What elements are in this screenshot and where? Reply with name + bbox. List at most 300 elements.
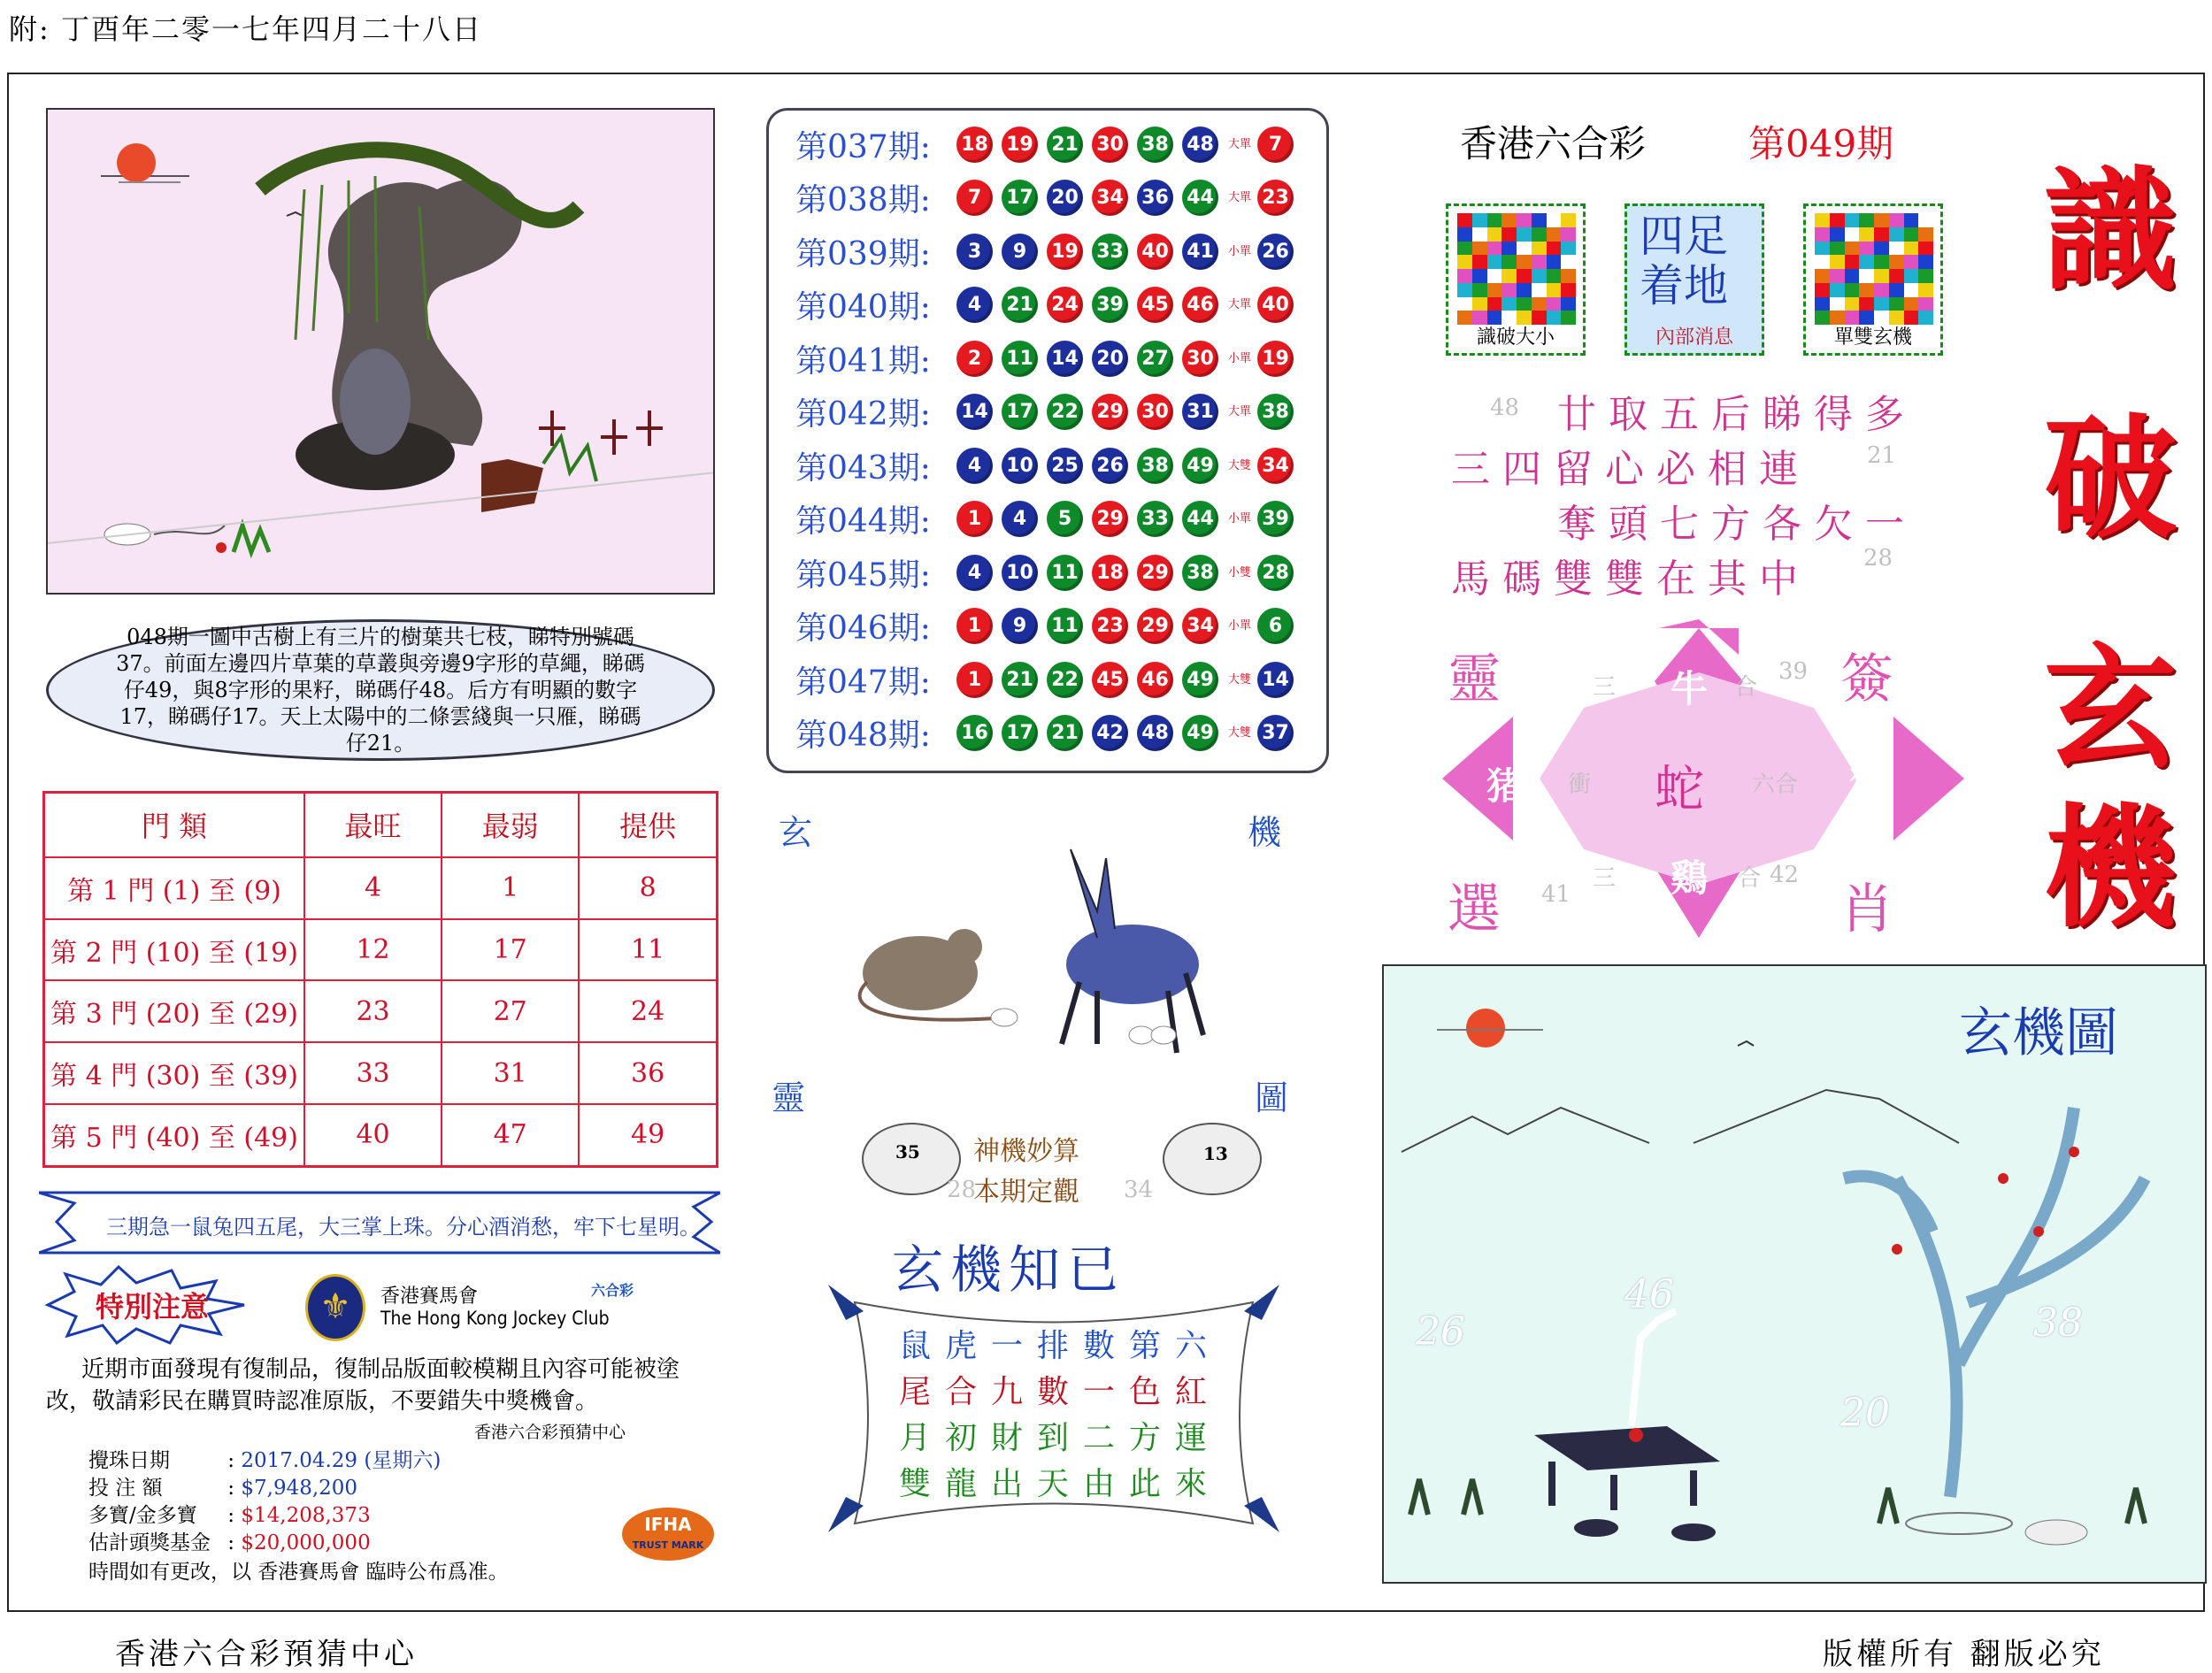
number-ball: 41 xyxy=(1182,234,1218,270)
draw-date-row: 攪珠日期 : 2017.04.29 (星期六) xyxy=(88,1447,441,1475)
mosaic-tile xyxy=(1830,255,1845,269)
number-ball: 23 xyxy=(1092,608,1128,644)
mosaic-tile xyxy=(1457,297,1472,311)
size-parity-tag: 大單 xyxy=(1227,191,1251,204)
mosaic-tile xyxy=(1904,227,1919,242)
svg-text:TRUST MARK: TRUST MARK xyxy=(632,1539,704,1551)
door-worst: 27 xyxy=(442,980,579,1042)
mosaic-tile xyxy=(1904,255,1919,269)
zodiac-left: 猪 xyxy=(1486,764,1525,808)
goose-icon xyxy=(287,212,303,216)
slogan-line-1: 神機妙算 xyxy=(973,1136,1079,1167)
issue-number: 第049期 xyxy=(1748,122,1894,165)
svg-text:IFHA: IFHA xyxy=(644,1514,692,1535)
number-ball: 26 xyxy=(1092,448,1128,484)
big-char-2: 破 xyxy=(2044,401,2177,556)
date-line: 附: 丁酉年二零一七年四月二十八日 xyxy=(9,12,482,46)
mosaic-tile xyxy=(1487,213,1502,227)
results-panel xyxy=(766,108,1329,773)
mosaic-tile xyxy=(1547,227,1562,242)
attention-label: 特別注意 xyxy=(96,1290,210,1324)
number-ball: 48 xyxy=(1137,715,1173,751)
result-row xyxy=(795,228,1294,274)
mosaic-tile xyxy=(1845,255,1860,269)
verse-line-2: 三四留心必相連 xyxy=(1451,447,1810,492)
hkjc-name-cn: 香港賽馬會 xyxy=(380,1285,479,1308)
box-mid-text xyxy=(1640,211,1728,311)
diamond-small-text: 39 xyxy=(1778,658,1809,685)
number-ball: 1 xyxy=(956,608,993,644)
number-ball: 24 xyxy=(1047,287,1083,323)
mosaic-tile xyxy=(1830,297,1845,311)
number-ball: 3 xyxy=(956,234,993,270)
mosaic-tile xyxy=(1487,297,1502,311)
banner-text: 三期急一鼠兔四五尾，大三掌上珠。分心酒消愁，牢下七星明。 xyxy=(106,1215,701,1239)
period-label: 第044期: xyxy=(795,503,931,540)
number-ball: 33 xyxy=(1137,501,1173,537)
number-ball: 31 xyxy=(1182,394,1218,430)
poem-line: 雙龍出天由此來 xyxy=(899,1466,1222,1502)
mosaic-tile xyxy=(1874,242,1889,256)
mosaic-tile xyxy=(1845,242,1860,256)
mosaic-tile xyxy=(1830,213,1845,227)
draw-date-key: 攪珠日期 xyxy=(88,1449,170,1472)
snowball-row: 多寶/金多寶 : $14,208,373 xyxy=(88,1502,441,1530)
egg-number-left: 35 xyxy=(895,1141,920,1163)
draw-info xyxy=(88,1447,441,1557)
door-offer: 11 xyxy=(579,919,717,981)
heron-icon xyxy=(1632,1311,1676,1426)
number-ball: 22 xyxy=(1047,662,1083,698)
number-ball: 14 xyxy=(1047,341,1083,377)
door-range: 第 2 門 (10) 至 (19) xyxy=(44,919,305,981)
side-char-br: 肖 xyxy=(1840,879,1893,940)
mosaic-tile xyxy=(1472,242,1487,256)
special-ball: 39 xyxy=(1257,501,1294,537)
number-ball: 46 xyxy=(1137,662,1173,698)
mosaic-tile xyxy=(1904,297,1919,311)
number-ball: 1 xyxy=(956,501,993,537)
mosaic-tile xyxy=(1502,227,1517,242)
mosaic-tile xyxy=(1859,255,1874,269)
door-range: 第 4 門 (30) 至 (39) xyxy=(44,1042,305,1104)
time-change-note: 時間如有更改，以 香港賽馬會 臨時公布爲准。 xyxy=(88,1561,509,1584)
result-row xyxy=(795,175,1294,221)
result-row xyxy=(795,656,1294,702)
result-row xyxy=(795,549,1294,595)
bird-icon xyxy=(1738,1041,1754,1046)
period-label: 第040期: xyxy=(795,289,931,326)
door-table xyxy=(42,791,718,1168)
mosaic-tile xyxy=(1874,255,1889,269)
mosaic-tile xyxy=(1532,242,1547,256)
mosaic-tile xyxy=(1547,269,1562,283)
number-ball: 19 xyxy=(1002,127,1038,163)
door-worst: 47 xyxy=(442,1104,579,1167)
header-worst: 最弱 xyxy=(442,793,579,857)
box-odd-even xyxy=(1803,203,1943,356)
mosaic-tile xyxy=(1815,227,1830,242)
table-row xyxy=(44,919,718,981)
mosaic-tile xyxy=(1874,213,1889,227)
mystery-picture-title: 玄機圖 xyxy=(1959,1002,2118,1064)
door-offer: 36 xyxy=(579,1042,717,1104)
mosaic-tile xyxy=(1517,297,1532,311)
special-ball: 34 xyxy=(1257,448,1294,484)
side-char-tl: 靈 xyxy=(1448,648,1501,710)
mosaic-tile xyxy=(1815,269,1830,283)
result-row xyxy=(795,442,1294,488)
mosaic-tile xyxy=(1889,213,1904,227)
period-label: 第037期: xyxy=(795,128,931,165)
size-parity-tag: 大單 xyxy=(1227,405,1251,418)
number-ball: 4 xyxy=(1002,501,1038,537)
door-best: 23 xyxy=(304,980,442,1042)
mosaic-tile xyxy=(1561,242,1576,256)
mosaic-tile xyxy=(1830,269,1845,283)
verse-faded-number: 21 xyxy=(1867,442,1897,469)
header-best: 最旺 xyxy=(304,793,442,857)
number-ball: 44 xyxy=(1182,180,1218,216)
result-row xyxy=(795,496,1294,542)
mosaic-tile xyxy=(1845,297,1860,311)
number-ball: 18 xyxy=(1092,555,1128,591)
picture-number: 20 xyxy=(1840,1391,1890,1436)
mosaic-tile xyxy=(1889,227,1904,242)
mosaic-tile xyxy=(1859,269,1874,283)
special-ball: 38 xyxy=(1257,394,1294,430)
lottery-title: 香港六合彩 xyxy=(1460,122,1647,165)
diamond-small-text: 41 xyxy=(1541,881,1571,908)
mosaic-tile xyxy=(1457,227,1472,242)
verse-line-4: 馬碼雙雙在其中 xyxy=(1451,556,1810,602)
side-char-bl: 選 xyxy=(1448,879,1501,940)
hkjc-name-en: The Hong Kong Jockey Club xyxy=(380,1308,610,1329)
door-worst: 17 xyxy=(442,919,579,981)
slogan-line-2: 本期定觀 xyxy=(973,1177,1079,1208)
diamond-small-text: 三 xyxy=(1593,865,1617,892)
mosaic-tile xyxy=(1457,255,1472,269)
mosaic-tile xyxy=(1517,269,1532,283)
size-parity-tag: 小單 xyxy=(1227,351,1251,365)
number-ball: 2 xyxy=(956,341,993,377)
number-ball: 29 xyxy=(1092,394,1128,430)
mosaic-tile xyxy=(1845,227,1860,242)
mosaic-tile xyxy=(1845,213,1860,227)
diamond-small-text: 合 xyxy=(1734,674,1758,701)
verse-line-3: 奪頭七方各欠一 xyxy=(1557,502,1916,547)
mosaic-tile xyxy=(1889,297,1904,311)
period-label: 第043期: xyxy=(795,449,931,487)
number-ball: 20 xyxy=(1092,341,1128,377)
number-ball: 29 xyxy=(1137,555,1173,591)
mosaic-tile xyxy=(1532,227,1547,242)
box-mid-line-2: 着地 xyxy=(1640,260,1728,311)
mosaic-tile xyxy=(1472,283,1487,297)
mosaic-tile xyxy=(1532,297,1547,311)
diamond-small-text: 六合 xyxy=(1752,771,1799,798)
ifha-trust-mark-icon xyxy=(619,1504,717,1564)
result-row xyxy=(795,710,1294,756)
mosaic-tile xyxy=(1487,242,1502,256)
sun-icon xyxy=(1466,1009,1505,1048)
number-ball: 29 xyxy=(1092,501,1128,537)
table-row xyxy=(44,1104,718,1167)
box-mid-line-1: 四足 xyxy=(1640,211,1728,262)
mosaic-tile xyxy=(1472,269,1487,283)
mosaic-tile xyxy=(1502,283,1517,297)
door-table-header xyxy=(44,793,718,857)
special-ball: 7 xyxy=(1257,127,1294,163)
faded-number-right: 34 xyxy=(1124,1177,1154,1203)
number-ball: 38 xyxy=(1137,127,1173,163)
number-ball: 10 xyxy=(1002,448,1038,484)
mosaic-tile xyxy=(1830,227,1845,242)
mosaic-tile xyxy=(1457,283,1472,297)
number-ball: 34 xyxy=(1092,180,1128,216)
size-parity-tag: 小單 xyxy=(1227,244,1251,258)
mosaic-tile xyxy=(1918,213,1933,227)
result-row xyxy=(795,389,1294,435)
door-offer: 24 xyxy=(579,980,717,1042)
mosaic-tile xyxy=(1874,297,1889,311)
mosaic-tile xyxy=(1502,255,1517,269)
footer-left: 香港六合彩預猜中心 xyxy=(115,1637,418,1672)
diamond-small-text: 42 xyxy=(1770,862,1800,888)
mosaic-tile xyxy=(1859,227,1874,242)
mosaic-tile xyxy=(1815,297,1830,311)
number-ball: 29 xyxy=(1137,608,1173,644)
draw-date-value: 2017.04.29 (星期六) xyxy=(241,1449,442,1472)
mosaic-tile xyxy=(1532,269,1547,283)
period-label: 第046期: xyxy=(795,610,931,647)
door-range: 第 1 門 (1) 至 (9) xyxy=(44,857,305,919)
period-label: 第047期: xyxy=(795,664,931,701)
number-ball: 49 xyxy=(1182,662,1218,698)
door-best: 33 xyxy=(304,1042,442,1104)
mosaic-tile xyxy=(1517,213,1532,227)
mosaic-tile xyxy=(1859,297,1874,311)
poem-line: 尾合九數一色紅 xyxy=(899,1374,1222,1410)
mosaic-tile xyxy=(1815,255,1830,269)
number-ball: 36 xyxy=(1137,180,1173,216)
mosaic-tile xyxy=(1859,213,1874,227)
number-ball: 44 xyxy=(1182,501,1218,537)
mosaic-tile xyxy=(1904,283,1919,297)
number-ball: 11 xyxy=(1002,341,1038,377)
mosaic-tile xyxy=(1918,297,1933,311)
jackpot-row: 估計頭獎基金 : $20,000,000 xyxy=(88,1530,441,1557)
number-ball: 19 xyxy=(1047,234,1083,270)
jackpot-value: $20,000,000 xyxy=(241,1531,371,1554)
mosaic-tile xyxy=(1547,213,1562,227)
box-caption: 單雙玄機 xyxy=(1833,326,1912,349)
mosaic-tile xyxy=(1845,269,1860,283)
number-ball: 27 xyxy=(1137,341,1173,377)
diamond-small-text: 合 xyxy=(1738,865,1762,892)
number-ball: 25 xyxy=(1047,448,1083,484)
corner-char-tr: 機 xyxy=(1248,813,1282,852)
result-row xyxy=(795,603,1294,649)
mosaic-tile xyxy=(1487,269,1502,283)
snowball-value: $14,208,373 xyxy=(241,1504,371,1527)
mosaic-tile xyxy=(1904,242,1919,256)
corner-char-ml: 靈 xyxy=(772,1078,806,1117)
number-ball: 38 xyxy=(1137,448,1173,484)
period-label: 第045期: xyxy=(795,556,931,594)
mosaic-tile xyxy=(1502,297,1517,311)
number-ball: 4 xyxy=(956,555,993,591)
number-ball: 40 xyxy=(1137,234,1173,270)
number-ball: 45 xyxy=(1137,287,1173,323)
size-parity-tag: 大雙 xyxy=(1227,458,1251,472)
number-ball: 48 xyxy=(1182,127,1218,163)
diamond-small-text: 衝 xyxy=(1568,771,1592,798)
mosaic-tile xyxy=(1547,242,1562,256)
mosaic-tile xyxy=(1918,283,1933,297)
number-ball: 18 xyxy=(956,127,993,163)
special-ball: 26 xyxy=(1257,234,1294,270)
mosaic-tile xyxy=(1830,283,1845,297)
box-size-hint xyxy=(1446,203,1586,356)
mosaic-tile xyxy=(1472,255,1487,269)
mosaic-tile xyxy=(1457,213,1472,227)
mosaic-tile xyxy=(1918,255,1933,269)
table-row xyxy=(44,980,718,1042)
mosaic-tile xyxy=(1472,213,1487,227)
number-ball: 30 xyxy=(1137,394,1173,430)
mosaic-tile xyxy=(1918,242,1933,256)
mosaic-tile xyxy=(1532,283,1547,297)
number-ball: 30 xyxy=(1092,127,1128,163)
mosaic-tile xyxy=(1859,283,1874,297)
mosaic-tile xyxy=(1487,283,1502,297)
number-ball: 46 xyxy=(1182,287,1218,323)
number-ball: 11 xyxy=(1047,608,1083,644)
mosaic-tile xyxy=(1502,269,1517,283)
mosaic-pattern xyxy=(1815,213,1933,325)
period-label: 第038期: xyxy=(795,182,931,219)
rabbit-icon xyxy=(1066,925,1199,1004)
period-label: 第048期: xyxy=(795,718,931,754)
number-ball: 5 xyxy=(1047,501,1083,537)
mosaic-tile xyxy=(1561,269,1576,283)
door-worst: 1 xyxy=(442,857,579,919)
mosaic-tile xyxy=(1532,255,1547,269)
mosaic-tile xyxy=(1561,283,1576,297)
number-ball: 21 xyxy=(1047,715,1083,751)
mosaic-tile xyxy=(1472,227,1487,242)
number-ball: 39 xyxy=(1092,287,1128,323)
number-ball: 1 xyxy=(956,662,993,698)
mark6-logo: 六合彩 xyxy=(591,1282,634,1299)
number-ball: 17 xyxy=(1002,394,1038,430)
number-ball: 38 xyxy=(1182,555,1218,591)
mosaic-tile xyxy=(1889,242,1904,256)
big-char-3: 玄 xyxy=(2044,631,2177,787)
mosaic-pattern xyxy=(1457,213,1576,325)
door-range: 第 5 門 (40) 至 (49) xyxy=(44,1104,305,1167)
mosaic-tile xyxy=(1815,213,1830,227)
size-parity-tag: 小單 xyxy=(1227,512,1251,526)
box-caption: 內部消息 xyxy=(1655,326,1733,349)
size-parity-tag: 大雙 xyxy=(1227,672,1251,687)
number-ball: 10 xyxy=(1002,555,1038,591)
mosaic-tile xyxy=(1517,283,1532,297)
mosaic-tile xyxy=(1502,213,1517,227)
mosaic-tile xyxy=(1904,213,1919,227)
verse-faded-number: 28 xyxy=(1863,545,1893,572)
door-offer: 49 xyxy=(579,1104,717,1167)
mosaic-tile xyxy=(1472,297,1487,311)
number-ball: 7 xyxy=(956,180,993,216)
verse-faded-number: 48 xyxy=(1490,395,1520,421)
size-parity-tag: 大雙 xyxy=(1227,726,1251,740)
riddle-picture xyxy=(46,108,715,595)
zodiac-right: 猴 xyxy=(1849,764,1887,808)
mosaic-tile xyxy=(1874,283,1889,297)
number-ball: 9 xyxy=(1002,608,1038,644)
special-ball: 40 xyxy=(1257,287,1294,323)
sun-icon xyxy=(117,143,156,182)
number-ball: 9 xyxy=(1002,234,1038,270)
door-worst: 31 xyxy=(442,1042,579,1104)
header-offer: 提供 xyxy=(579,793,717,857)
special-ball: 23 xyxy=(1257,180,1294,216)
door-best: 12 xyxy=(304,919,442,981)
mosaic-tile xyxy=(1547,255,1562,269)
special-ball: 6 xyxy=(1257,608,1294,644)
mosaic-tile xyxy=(1815,242,1830,256)
poem-line: 鼠虎一排數第六 xyxy=(899,1328,1222,1364)
mosaic-tile xyxy=(1457,242,1472,256)
period-label: 第039期: xyxy=(795,235,931,272)
mosaic-tile xyxy=(1547,283,1562,297)
zodiac-top: 牛 xyxy=(1671,667,1709,710)
diamond-small-text: 三 xyxy=(1593,674,1617,701)
mosaic-tile xyxy=(1889,283,1904,297)
picture-number: 38 xyxy=(2033,1301,2083,1346)
side-char-tr: 簽 xyxy=(1840,648,1893,710)
scroll-title: 玄機知已 xyxy=(892,1239,1126,1300)
table-row xyxy=(44,857,718,919)
egg-number-right: 13 xyxy=(1203,1143,1228,1164)
number-ball: 33 xyxy=(1092,234,1128,270)
size-parity-tag: 小雙 xyxy=(1227,565,1251,579)
ancient-tree-illustration xyxy=(48,110,715,595)
mosaic-tile xyxy=(1830,242,1845,256)
mosaic-tile xyxy=(1532,213,1547,227)
mosaic-tile xyxy=(1889,269,1904,283)
period-label: 第041期: xyxy=(795,342,931,380)
mosaic-tile xyxy=(1918,269,1933,283)
result-row xyxy=(795,121,1294,167)
big-char-1: 識 xyxy=(2044,153,2177,309)
mosaic-tile xyxy=(1517,242,1532,256)
poem-line: 月初財到二方運 xyxy=(899,1420,1222,1456)
turnover-row: 投 注 額 : $7,948,200 xyxy=(88,1475,441,1502)
picture-number: 46 xyxy=(1624,1272,1674,1317)
corner-char-mr: 圖 xyxy=(1255,1078,1289,1117)
counterfeit-notice: 近期市面發現有復制品，復制品版面較模糊且內容可能被塗改，敬請彩民在購買時認准原版，不要錯失中獎機會。 xyxy=(46,1356,680,1415)
size-parity-tag: 大單 xyxy=(1227,137,1251,151)
number-ball: 21 xyxy=(1047,127,1083,163)
mosaic-tile xyxy=(1487,227,1502,242)
box-caption: 識破大小 xyxy=(1476,326,1555,349)
mosaic-tile xyxy=(1918,227,1933,242)
door-best: 4 xyxy=(304,857,442,919)
mosaic-tile xyxy=(1904,269,1919,283)
